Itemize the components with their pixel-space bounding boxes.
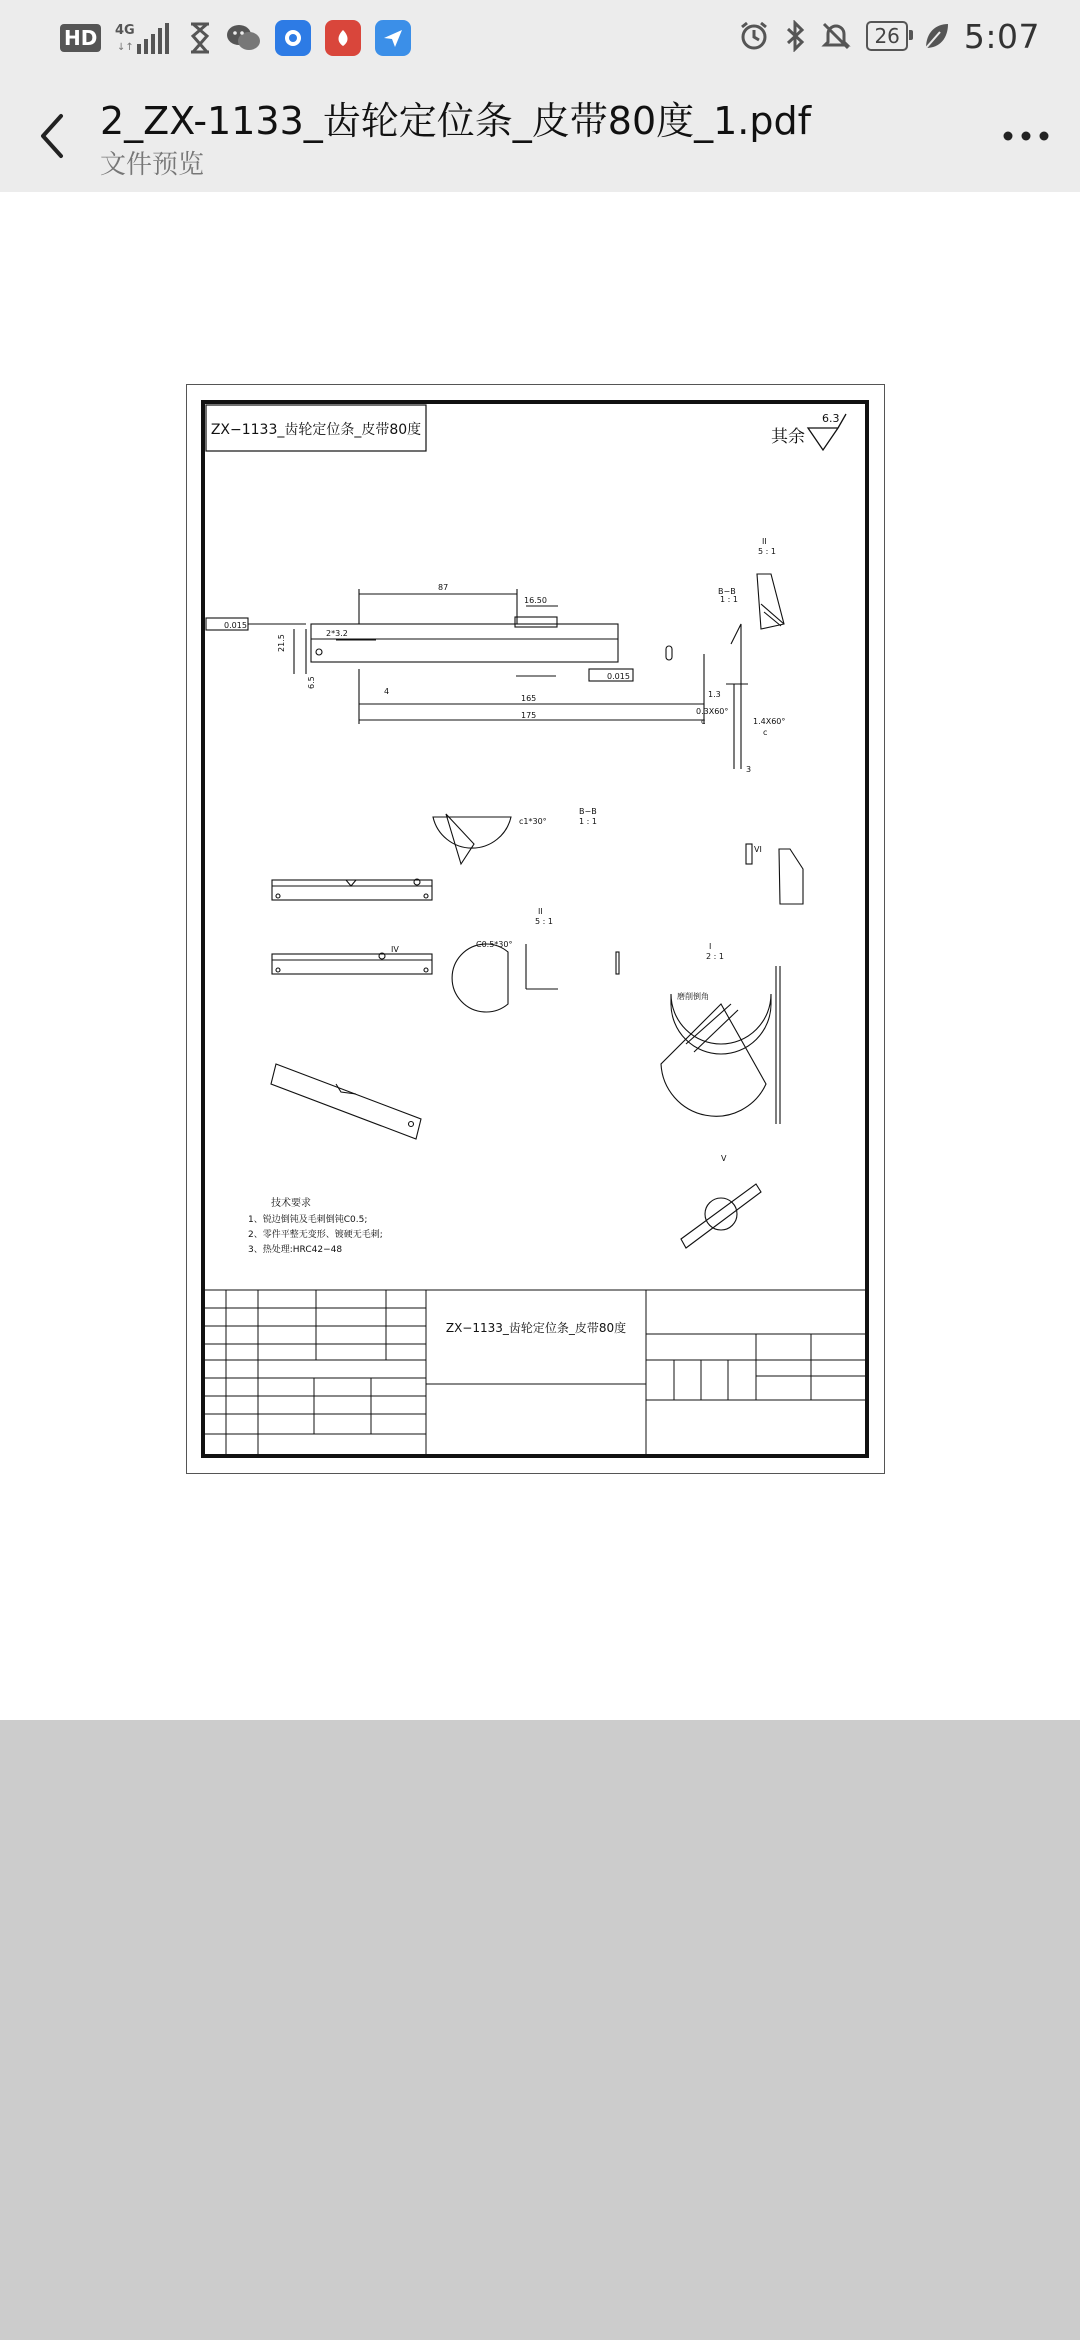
hd-badge-icon [60,20,101,56]
dim-0-3x60: 0.3X60° [696,707,729,716]
label-iv: IV [391,945,399,954]
status-right-icons [738,14,1040,58]
battery-level: 26 [874,24,900,48]
app-blue-icon [275,20,311,56]
section-label-bb: B−B [718,587,736,596]
dim-4: 4 [384,687,390,696]
dim-1-3: 1.3 [708,690,721,699]
tolerance-2: 0.015 [607,672,630,681]
empty-viewer-background [0,1720,1080,2340]
section-label-bb-2: B−B [579,807,597,816]
section-label-ii-2: II [538,907,543,916]
section-scale-51: 5 : 1 [758,547,776,556]
hourglass-icon [189,20,211,56]
dim-87: 87 [438,583,449,592]
engineering-drawing [186,384,886,1474]
tech-req-item-2: 2、零件平整无变形、镀硬无毛刺; [248,1230,383,1240]
section-scale-51-2: 5 : 1 [535,917,553,926]
section-scale-11-2: 1 : 1 [579,817,597,826]
dim-175: 175 [521,711,537,720]
leaf-icon [922,18,950,54]
clock: 5:07 [963,16,1040,56]
mute-bell-icon [820,18,852,54]
dim-c-1: c [701,717,706,726]
title-block-name: ZX−1133_齿轮定位条_皮带80度 [445,1321,627,1335]
more-button[interactable] [996,108,1056,164]
tech-req-item-3: 3、热处理:HRC42−48 [248,1245,343,1255]
label-v: V [721,1154,727,1163]
dim-c-2: c [763,728,768,737]
dim-6-5: 6.5 [307,676,316,689]
chevron-left-icon [37,112,67,160]
battery-icon [866,21,907,51]
signal-icon [115,20,175,56]
file-title: 2_ZX-1133_齿轮定位条_皮带80度_1.pdf [100,99,811,143]
network-type-label: 4G [115,23,136,38]
file-subtitle: 文件预览 [100,150,205,180]
pdf-page[interactable] [186,384,886,1474]
dim-1-4x60: 1.4X60° [753,717,786,726]
tolerance-1: 0.015 [224,621,247,630]
wechat-icon [225,20,261,56]
alarm-icon [738,18,770,54]
section-label-ii: II [762,537,767,546]
app-red-icon [325,20,361,56]
roughness-label: 其余 [771,427,805,447]
dim-3: 3 [746,765,752,774]
back-button[interactable] [22,98,82,174]
dim-c1x30: c1*30° [519,817,547,826]
bluetooth-icon [784,18,806,54]
dim-16-50: 16.50 [524,596,547,605]
drawing-title-text: ZX−1133_齿轮定位条_皮带80度 [210,422,422,438]
dim-c0-5x30: C0.5*30° [476,940,513,949]
tech-req-item-1: 1、锐边倒钝及毛刺倒钝C0.5; [248,1215,368,1225]
section-scale-11: 1 : 1 [720,595,738,604]
app-header [0,80,1080,192]
dim-2x3-2: 2*3.2 [326,629,348,638]
status-left-icons [60,18,411,58]
section-label-i: I [709,942,712,951]
dim-165: 165 [521,694,537,703]
hd-badge: HD [60,24,101,52]
weld-note: 磨削倒角 [677,992,709,1001]
svg-text:↓↑: ↓↑ [117,42,135,53]
app-plane-icon [375,20,411,56]
section-scale-21: 2 : 1 [706,952,724,961]
label-vi: VI [754,845,762,854]
more-dots-icon [1002,130,1050,142]
roughness-value: 6.3 [822,412,840,425]
dim-21-5: 21.5 [277,634,286,652]
status-bar [0,0,1080,80]
tech-req-title: 技术要求 [271,1198,311,1209]
